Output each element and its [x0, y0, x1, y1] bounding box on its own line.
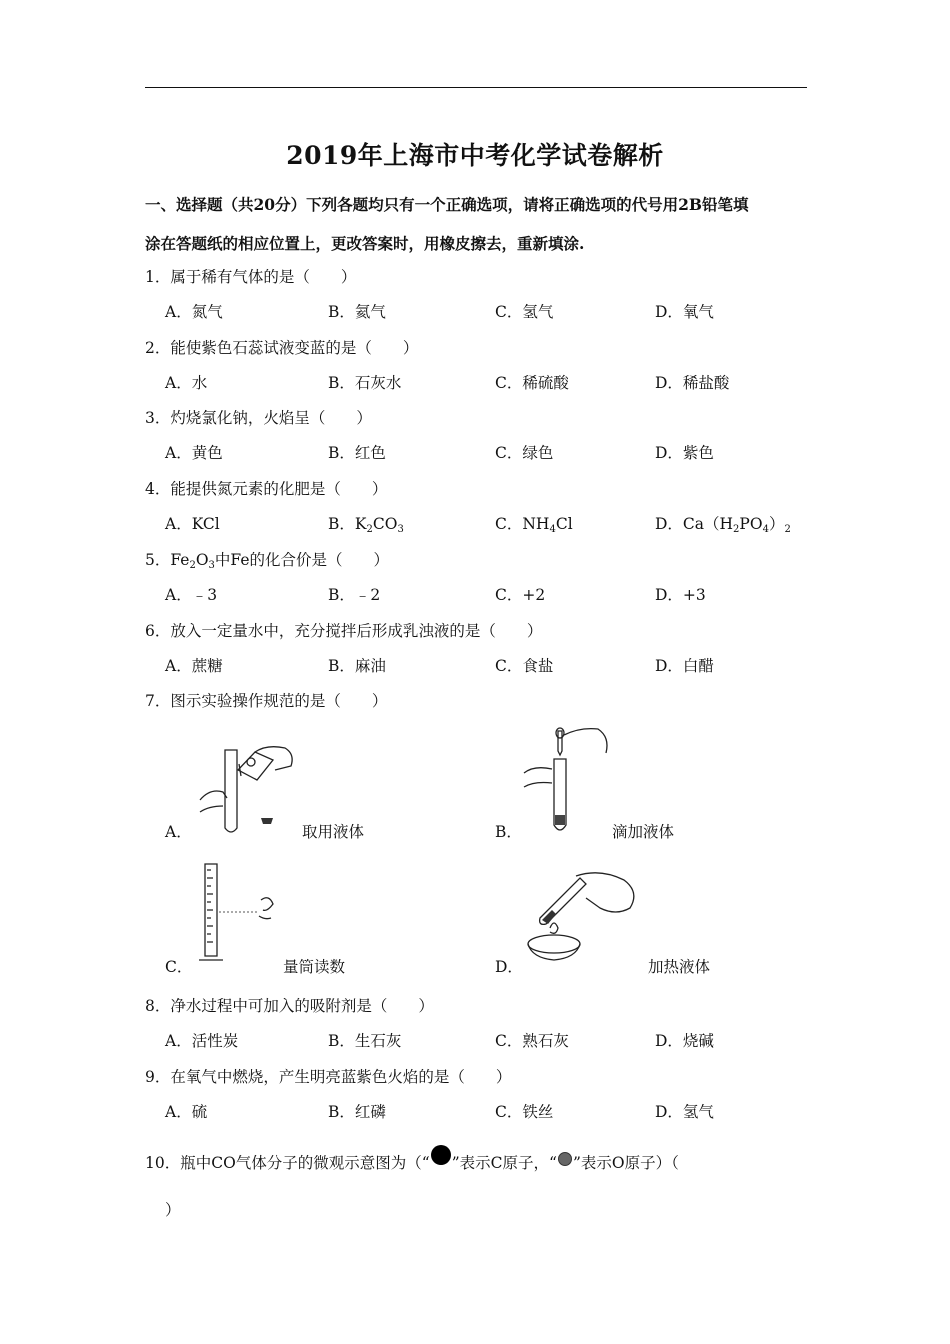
- figure-dropping-liquid: [520, 725, 612, 835]
- q4-option-c: C．$NH_4Cl$: [495, 515, 573, 535]
- q7-option-c-caption: 量筒读数: [283, 958, 346, 976]
- section-instructions-line1: 一、选择题（共20分）下列各题均只有一个正确选项，请将正确选项的代号用2B铅笔填: [145, 195, 749, 214]
- question-10-line2: ）: [165, 1201, 181, 1219]
- q5-option-c: C．+2: [495, 586, 546, 604]
- q9-option-d: D．氢气: [655, 1103, 714, 1121]
- carbon-atom-icon: [430, 1145, 452, 1167]
- q4-option-d: D．$Ca(H_2PO_4)_2$: [655, 515, 791, 535]
- q4-option-a: A．KCl: [165, 515, 220, 533]
- figure-reading-cylinder: [195, 860, 280, 970]
- q3-option-c: C．绿色: [495, 444, 554, 462]
- q7-option-c-letter: C．: [165, 958, 193, 976]
- question-7: 7．图示实验操作规范的是（ ）: [145, 692, 388, 710]
- question-2: 2．能使紫色石蕊试液变蓝的是（ ）: [145, 339, 419, 357]
- q7-option-d-caption: 加热液体: [648, 958, 711, 976]
- q4-option-b: B．$K_2CO_3$: [328, 515, 404, 535]
- figure-pouring-liquid: [195, 740, 300, 840]
- q2-option-b: B．石灰水: [328, 374, 402, 392]
- q9-option-a: A．硫: [165, 1103, 208, 1121]
- q7-option-b-letter: B．: [495, 823, 522, 841]
- q9-option-c: C．铁丝: [495, 1103, 554, 1121]
- q2-option-d: D．稀盐酸: [655, 374, 730, 392]
- q9-option-b: B．红磷: [328, 1103, 386, 1121]
- q6-option-a: A．蔗糖: [165, 657, 223, 675]
- question-8: 8．净水过程中可加入的吸附剂是（ ）: [145, 997, 434, 1015]
- q5-option-b: B．﹣2: [328, 586, 381, 604]
- q7-option-a-letter: A．: [165, 823, 192, 841]
- question-5: 5．$Fe_2O_3$中Fe的化合价是（ ）: [145, 551, 390, 571]
- q1-option-a: A．氮气: [165, 303, 223, 321]
- question-9: 9．在氧气中燃烧，产生明亮蓝紫色火焰的是（ ）: [145, 1068, 512, 1086]
- q8-option-a: A．活性炭: [165, 1032, 239, 1050]
- q5-option-d: D．+3: [655, 586, 706, 604]
- q2-option-a: A．水: [165, 374, 208, 392]
- q7-option-a-caption: 取用液体: [302, 823, 365, 841]
- oxygen-atom-icon: [557, 1151, 573, 1167]
- q8-option-b: B．生石灰: [328, 1032, 402, 1050]
- page-title: 2019年上海市中考化学试卷解析: [286, 141, 664, 170]
- header-rule: [145, 87, 807, 88]
- q8-option-d: D．烧碱: [655, 1032, 714, 1050]
- section-instructions-line2: 涂在答题纸的相应位置上，更改答案时，用橡皮擦去，重新填涂.: [145, 234, 585, 253]
- q1-option-c: C．氢气: [495, 303, 554, 321]
- q3-option-a: A．黄色: [165, 444, 223, 462]
- figure-heating-liquid: [520, 868, 648, 968]
- q3-option-d: D．紫色: [655, 444, 714, 462]
- question-4: 4．能提供氮元素的化肥是（ ）: [145, 480, 388, 498]
- q1-option-d: D．氧气: [655, 303, 714, 321]
- q7-option-b-caption: 滴加液体: [612, 823, 675, 841]
- q6-option-c: C．食盐: [495, 657, 554, 675]
- q6-option-b: B．麻油: [328, 657, 386, 675]
- q6-option-d: D．白醋: [655, 657, 714, 675]
- q8-option-c: C．熟石灰: [495, 1032, 569, 1050]
- q1-option-b: B．氦气: [328, 303, 386, 321]
- question-6: 6．放入一定量水中，充分搅拌后形成乳浊液的是（ ）: [145, 622, 543, 640]
- q3-option-b: B．红色: [328, 444, 386, 462]
- q5-option-a: A．﹣3: [165, 586, 218, 604]
- question-3: 3．灼烧氯化钠，火焰呈（ ）: [145, 409, 372, 427]
- question-10: 10．瓶中CO气体分子的微观示意图为（“ ”表示C原子，“ ”表示O原子）（: [145, 1145, 679, 1173]
- q7-option-d-letter: D．: [495, 958, 523, 976]
- question-1: 1．属于稀有气体的是（ ）: [145, 268, 357, 286]
- q2-option-c: C．稀硫酸: [495, 374, 569, 392]
